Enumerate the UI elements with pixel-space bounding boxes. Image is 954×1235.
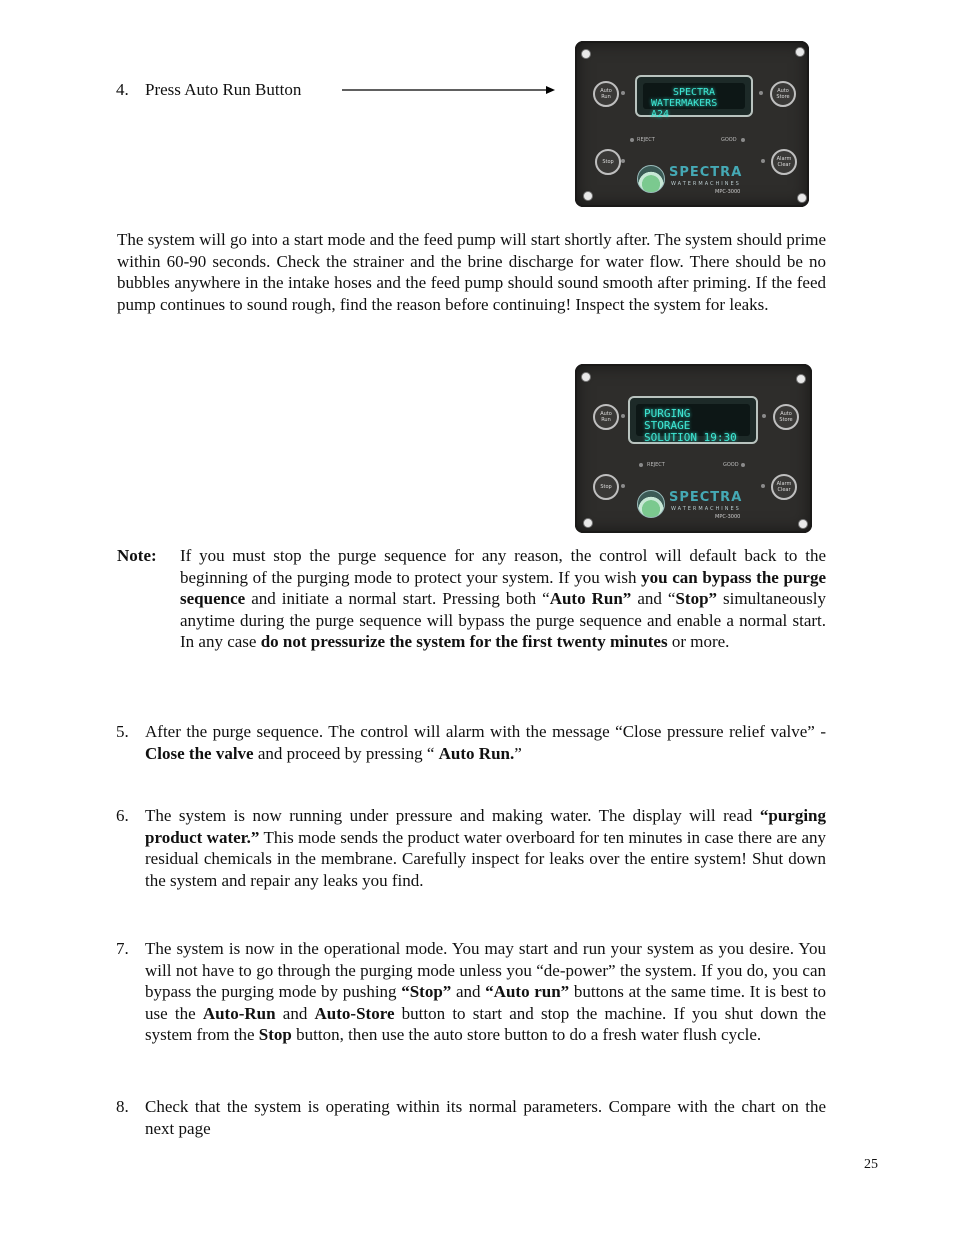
display-line-2: SOLUTION 19:30 (644, 431, 737, 444)
alarm-clear-button: Alarm Clear (771, 149, 797, 175)
step-7-text: The system is now in the operational mode. You may start and run your system as you desire. You will not have to go through the purging mode unless you “de-power” the system. If you do, you can bypass the purging mode by pushing “Stop” and “Auto run” buttons at the same time. It is best to use the Auto-Run and Auto-Store button to start and stop the machine. If you shut down the system from the Stop button, then use the auto store button to do a fresh water flush cycle. (145, 939, 826, 1045)
screw-icon (583, 191, 593, 201)
step-4-number: 4. (116, 80, 129, 99)
step-8-text: Check that the system is operating within its normal parameters. Compare with the chart on the next page (145, 1097, 826, 1138)
display-line-1: SPECTRA (672, 87, 716, 98)
led-indicator (762, 414, 766, 418)
screw-icon (581, 49, 591, 59)
auto-store-button: Auto Store (770, 81, 796, 107)
note-text: If you must stop the purge sequence for any reason, the control will default back to the beginning of the purging mode to protect your system. If you wish you can bypass the purge sequence and initiate a normal start. Pressing both “Auto Run” and “Stop” simultaneously anytime during the purge sequence will bypass the purge sequence and enable a normal start. In any case do not pressurize the system for the first twenty minutes or more. (180, 546, 826, 652)
step-7-number: 7. (116, 939, 129, 958)
led-indicator (759, 91, 763, 95)
start-mode-paragraph: The system will go into a start mode and the feed pump will start shortly after. The system should prime within 60-90 seconds. Check the strainer and the brine discharge for water flow. There should be no bubbles anywhere in the intake hoses and the feed pump should sound smooth after priming. If the feed pump continues to sound rough, find the reason before continuing! Inspect the system for leaks. (117, 230, 826, 314)
spectra-logo-icon (637, 490, 665, 518)
auto-run-button: Auto Run (593, 404, 619, 430)
control-panel-image-1 (575, 41, 809, 207)
step-6-number: 6. (116, 806, 129, 825)
model-label: MPC-3000 (715, 514, 741, 520)
led-indicator (761, 159, 765, 163)
arrow-icon (342, 83, 556, 97)
good-label: GOOD (723, 462, 739, 468)
display-screen (635, 75, 753, 120)
note-label: Note: (117, 546, 157, 565)
screw-icon (798, 519, 808, 529)
stop-button: Stop (595, 149, 621, 175)
alarm-clear-button: Alarm Clear (771, 474, 797, 500)
auto-run-button: Auto Run (593, 81, 619, 107)
spectra-logo-icon (637, 165, 665, 193)
brand-name: SPECTRA (669, 165, 743, 180)
step-5-text: After the purge sequence. The control will alarm with the message “Close pressure relief valve” - Close the valve and proceed by pressing “ Auto Run.” (145, 722, 826, 763)
display-line-2: WATERMAKERS A24 (651, 98, 718, 120)
step-6-text: The system is now running under pressure and making water. The display will read “purging product water.” This mode sends the product water overboard for ten minutes in case there are any residual chemicals in the membrane. Carefully inspect for leaks over the entire system! Shut down the system and repair any leaks you find. (145, 806, 826, 890)
reject-led (639, 463, 643, 467)
led-indicator (621, 414, 625, 418)
brand-name: SPECTRA (669, 490, 743, 505)
page-number: 25 (864, 1157, 878, 1172)
display-line-1: PURGING STORAGE (644, 407, 691, 432)
led-indicator (621, 484, 625, 488)
screw-icon (795, 47, 805, 57)
screw-icon (583, 518, 593, 528)
screw-icon (796, 374, 806, 384)
display-screen (628, 396, 758, 444)
good-label: GOOD (721, 137, 737, 143)
control-panel-image-2 (575, 364, 812, 533)
auto-store-button: Auto Store (773, 404, 799, 430)
reject-led (630, 138, 634, 142)
good-led (741, 463, 745, 467)
stop-button: Stop (593, 474, 619, 500)
step-5-number: 5. (116, 722, 129, 741)
good-led (741, 138, 745, 142)
step-4-text: Press Auto Run Button (145, 80, 302, 99)
screw-icon (581, 372, 591, 382)
model-label: MPC-3000 (715, 189, 741, 195)
screw-icon (797, 193, 807, 203)
led-indicator (761, 484, 765, 488)
brand-subtitle: WATERMACHINES (671, 181, 741, 187)
brand-subtitle: WATERMACHINES (671, 506, 741, 512)
led-indicator (621, 159, 625, 163)
reject-label: REJECT (637, 137, 655, 143)
reject-label: REJECT (647, 462, 665, 468)
step-8-number: 8. (116, 1097, 129, 1116)
led-indicator (621, 91, 625, 95)
